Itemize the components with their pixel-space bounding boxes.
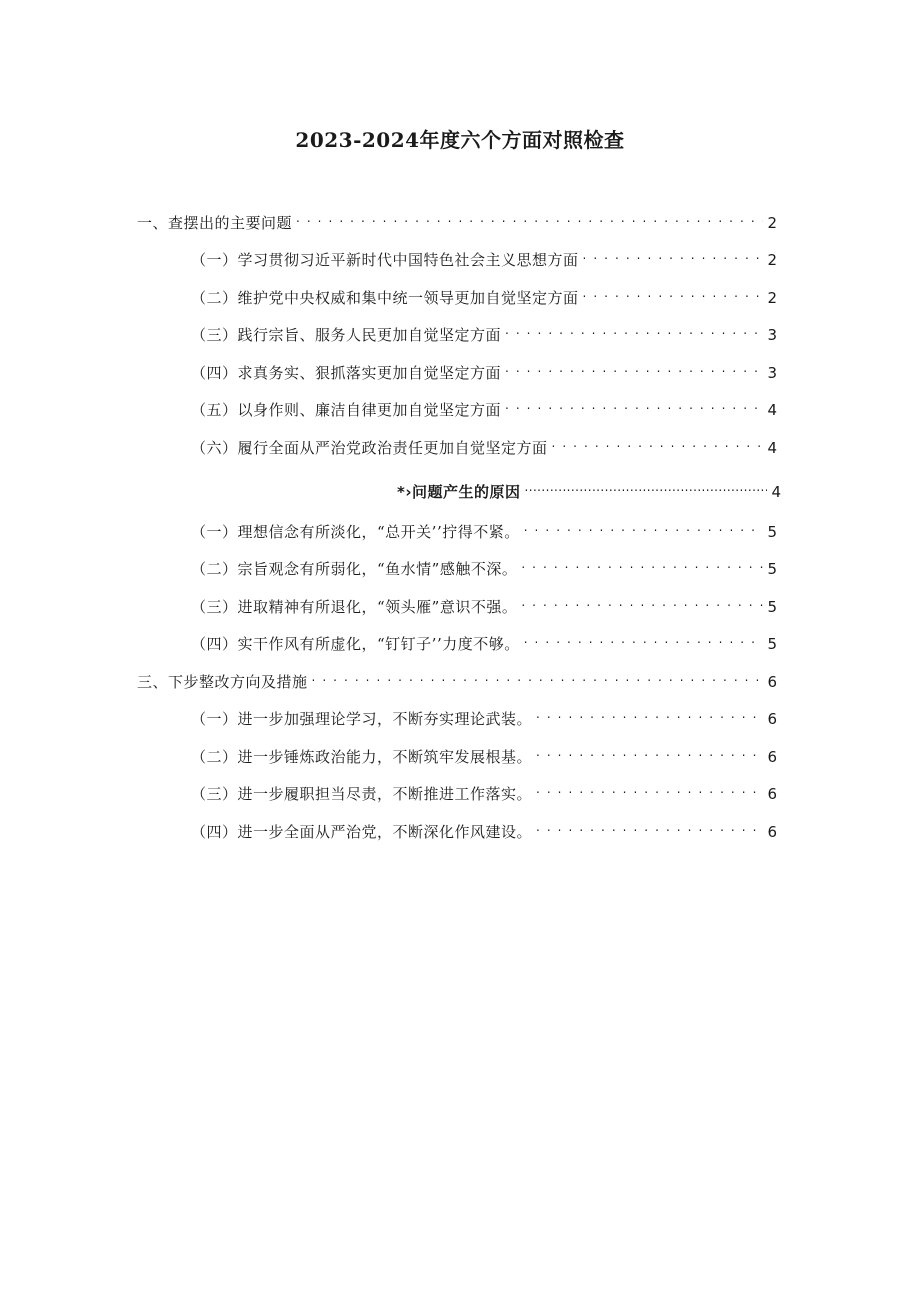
toc-dot-leader: [536, 742, 763, 762]
toc-page-number: 5: [767, 523, 777, 541]
toc-entry-text: 三、下步整改方向及措施: [137, 673, 308, 691]
toc-entry-text: （二）宗旨观念有所弱化，“鱼水情”感触不深。: [191, 560, 518, 578]
toc-entry-1-3[interactable]: [191, 320, 777, 342]
toc-dot-leader: [583, 245, 764, 265]
toc-entry-text: （四）求真务实、狠抓落实更加自觉坚定方面: [191, 364, 502, 382]
toc-entry-3-3[interactable]: [191, 779, 777, 801]
toc-page-number: 3: [767, 364, 777, 382]
toc-entry-section-3[interactable]: [137, 667, 777, 689]
toc-entry-text: （四）实干作风有所虚化，“钉钉子’’力度不够。: [191, 635, 520, 653]
toc-entry-section-1[interactable]: [137, 208, 777, 230]
toc-entry-3-4[interactable]: [191, 817, 777, 839]
toc-entry-text: （一）理想信念有所淡化，“总开关’’拧得不紧。: [191, 523, 520, 541]
toc-page-number: 6: [767, 710, 777, 728]
toc-page-number: 5: [767, 635, 777, 653]
toc-dot-leader: [524, 517, 764, 537]
toc-entry-2-1[interactable]: [191, 517, 777, 539]
toc-dot-leader: [536, 704, 763, 724]
toc-entry-text: （四）进一步全面从严治党，不断深化作风建设。: [191, 823, 533, 841]
toc-page-number: 4: [767, 401, 777, 419]
toc-dot-leader: [505, 320, 763, 340]
toc-entry-text: （三）进取精神有所退化，“领头雁”意识不强。: [191, 598, 518, 616]
toc-page-number: 6: [767, 748, 777, 766]
toc-dot-leader: [521, 554, 763, 574]
toc-entry-text: （一）学习贯彻习近平新时代中国特色社会主义思想方面: [191, 251, 579, 269]
toc-entry-1-6[interactable]: [191, 433, 777, 455]
toc-page-number: 5: [767, 598, 777, 616]
document-title: 2023-2024年度六个方面对照检查: [295, 128, 625, 152]
toc-entry-text: （二）维护党中央权威和集中统一领导更加自觉坚定方面: [191, 289, 579, 307]
toc-entry-1-5[interactable]: [191, 395, 777, 417]
toc-dot-leader: [521, 592, 763, 612]
toc-dot-leader: [583, 283, 764, 303]
toc-page-number: 2: [767, 251, 777, 269]
toc-entry-text: （六）履行全面从严治党政治责任更加自觉坚定方面: [191, 439, 548, 457]
toc-dot-leader: [536, 817, 763, 837]
toc-page-number: 5: [767, 560, 777, 578]
toc-entry-2-2[interactable]: [191, 554, 777, 576]
toc-entry-2-3[interactable]: [191, 592, 777, 614]
toc-page-number: 6: [767, 785, 777, 803]
toc-entry-text: （一）进一步加强理论学习，不断夯实理论武装。: [191, 710, 533, 728]
toc-entry-1-1[interactable]: [191, 245, 777, 267]
toc-dot-leader: [312, 667, 764, 687]
toc-page-number: 6: [767, 673, 777, 691]
toc-dot-leader: [524, 629, 764, 649]
toc-entry-3-1[interactable]: [191, 704, 777, 726]
toc-entry-text: （三）进一步履职担当尽责，不断推进工作落实。: [191, 785, 533, 803]
toc-entry-1-2[interactable]: [191, 283, 777, 305]
toc-dot-leader: [505, 395, 763, 415]
toc-dot-leader: [552, 433, 764, 453]
toc-page-number: 6: [767, 823, 777, 841]
toc-entry-section-2[interactable]: [397, 477, 781, 499]
toc-dot-leader: [536, 779, 763, 799]
toc-entry-text: 一、查摆出的主要问题: [137, 214, 293, 232]
toc-page-number: 2: [767, 214, 777, 232]
toc-entry-text: （五）以身作则、廉洁自律更加自觉坚定方面: [191, 401, 502, 419]
toc-entry-1-4[interactable]: [191, 358, 777, 380]
toc-entry-3-2[interactable]: [191, 742, 777, 764]
toc-page-number: 4: [771, 483, 781, 501]
toc-entry-text: *›问题产生的原因: [397, 483, 521, 501]
toc-entry-2-4[interactable]: [191, 629, 777, 651]
toc-dot-leader: [525, 477, 768, 497]
toc-page-number: 4: [767, 439, 777, 457]
toc-page-number: 3: [767, 326, 777, 344]
toc-dot-leader: [296, 208, 763, 228]
toc-entry-text: （三）践行宗旨、服务人民更加自觉坚定方面: [191, 326, 502, 344]
toc-dot-leader: [505, 358, 763, 378]
toc-entry-text: （二）进一步锤炼政治能力，不断筑牢发展根基。: [191, 748, 533, 766]
toc-page-number: 2: [767, 289, 777, 307]
